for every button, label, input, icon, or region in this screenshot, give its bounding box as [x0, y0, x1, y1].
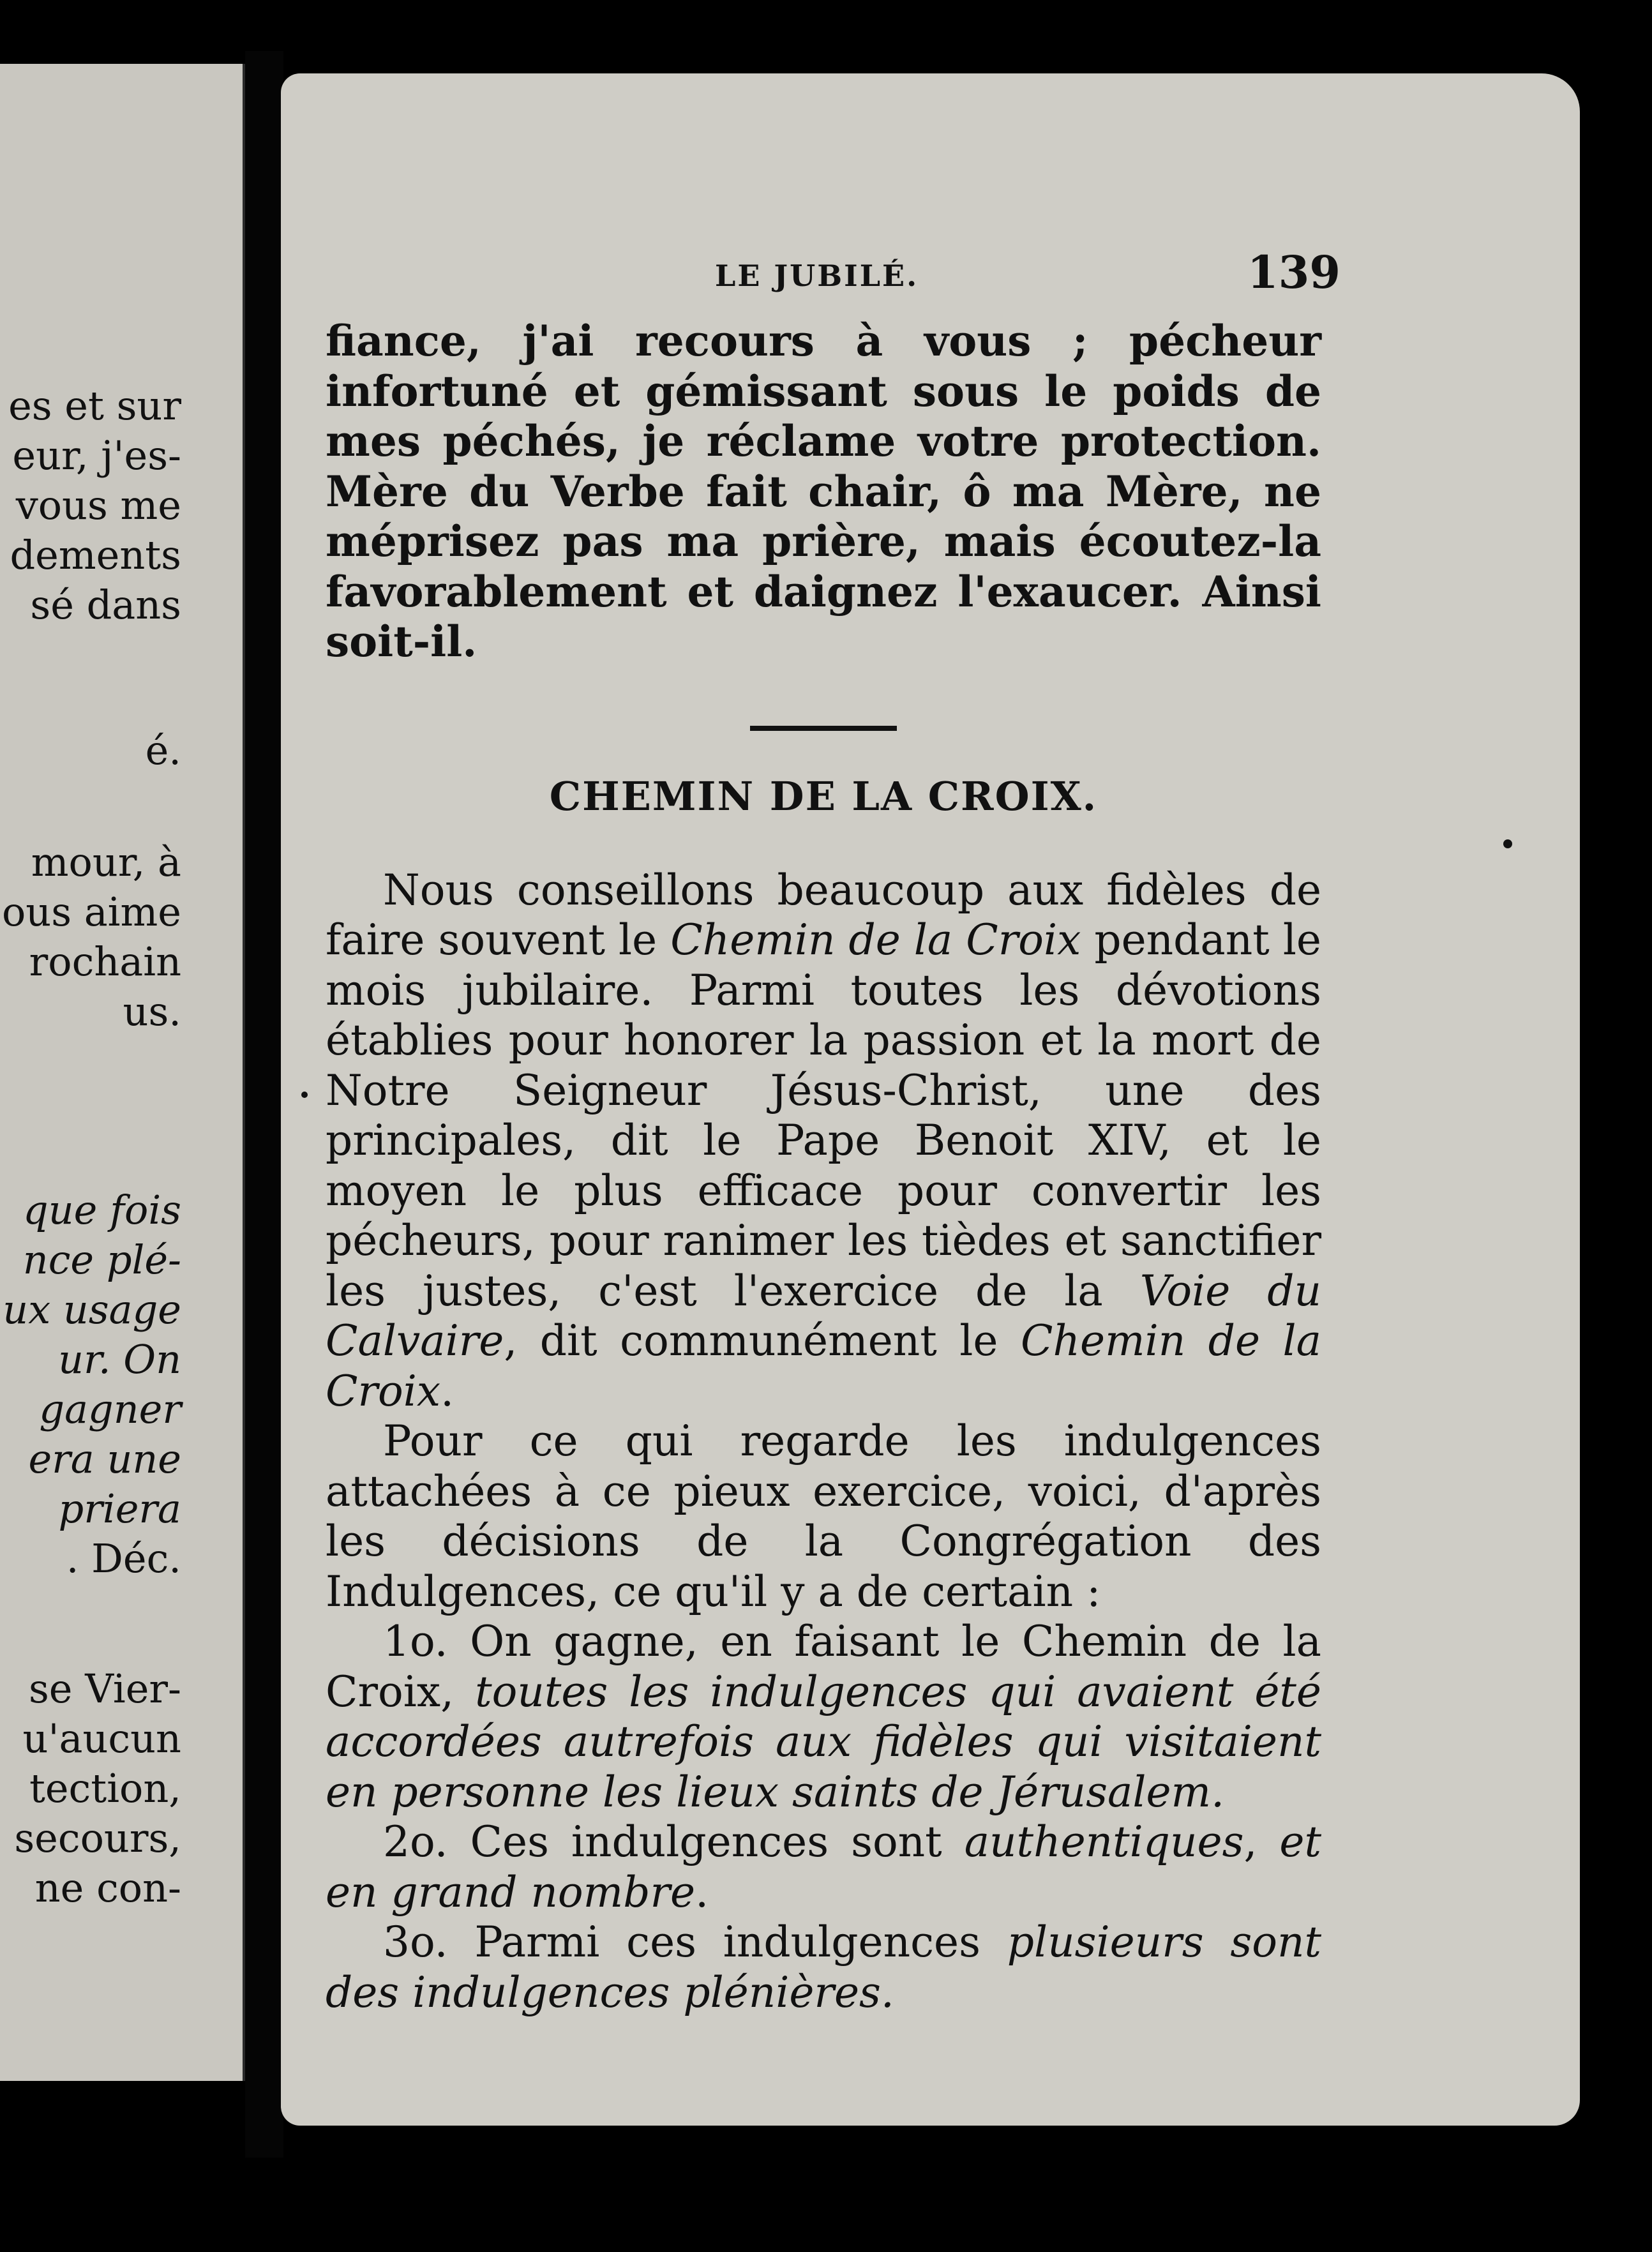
- prayer-text: fiance, j'ai recours à vous ; pécheur infortuné et gémissant sous le poids de mes péchés, je réclame votre protection. Mère du Verbe fait chair, ô ma Mère, ne méprisez pas ma prière, mais écoutez-la favorablement et daignez l'exaucer. Ainsi soit-il.: [326, 316, 1321, 666]
- page-number: 139: [1247, 246, 1340, 299]
- left-page-line: ur. On: [58, 1336, 181, 1383]
- left-page-line: secours,: [14, 1815, 181, 1861]
- left-page-line: gagner: [39, 1386, 181, 1432]
- left-page-line: ux usage: [3, 1286, 181, 1333]
- page-content: [326, 246, 1340, 2018]
- emphasis: Voie du Calvaire: [326, 1266, 1321, 1365]
- text-run: pendant le mois jubilaire. Parmi toutes les dévotions établies pour honorer la passion et la mort de Notre Seigneur Jésus-Christ, une des principales, dit le Pape Benoit XIV, et le moyen le plus efficace pour convertir les pécheurs, pour ranimer les tièdes et sanctifier les justes, c'est l'exercice de la: [326, 915, 1321, 1316]
- ink-speck: [301, 1092, 308, 1098]
- emphasis: plusieurs sont des indulgences plénières.: [326, 1918, 1322, 2017]
- list-item-2: [326, 1817, 1321, 1918]
- left-page-line: eur, j'es-: [12, 432, 181, 479]
- left-page-line: que fois: [23, 1187, 181, 1233]
- left-page-line: us.: [123, 988, 181, 1035]
- emphasis: authentiques: [964, 1817, 1244, 1866]
- section-title: CHEMIN DE LA CROIX.: [549, 772, 1098, 820]
- left-page-line: é.: [145, 727, 181, 774]
- left-page-line: ous aime: [1, 889, 181, 935]
- left-facing-page: [0, 64, 245, 2081]
- left-page-line: vous me: [15, 482, 181, 529]
- left-page-line: sé dans: [30, 582, 181, 628]
- text-run: .: [440, 1366, 454, 1416]
- text-run: Nous conseillons beaucoup aux fidèles de faire souvent le: [326, 865, 1321, 965]
- paragraph-indulgences: Pour ce qui regarde les indulgences attachées à ce pieux exercice, voici, d'après les décisions de la Congrégation des Indulgences, ce qu'il y a de certain :: [326, 1416, 1321, 1616]
- text-run: 2o. Ces indulgences sont: [383, 1817, 965, 1866]
- left-page-line: u'aucun: [22, 1715, 181, 1762]
- emphasis: et en grand nombre: [326, 1817, 1321, 1917]
- left-page-line: nce plé-: [22, 1236, 181, 1283]
- left-page-line: es et sur: [8, 382, 181, 429]
- emphasis: Chemin de la Croix: [326, 1316, 1321, 1416]
- list-item-3: [326, 1918, 1321, 2018]
- page-gutter: [245, 51, 283, 2158]
- left-page-line: dements: [10, 532, 181, 578]
- ink-speck: [1503, 839, 1512, 848]
- text-run: ,: [1243, 1817, 1280, 1866]
- text-run: 1o. On gagne, en faisant le Chemin de la Croix,: [326, 1617, 1321, 1716]
- text-run: .: [695, 1867, 709, 1917]
- left-page-line: era une: [28, 1436, 181, 1482]
- paragraph-intro: [326, 866, 1321, 1417]
- section-divider: [750, 726, 897, 731]
- left-page-line: . Déc.: [66, 1535, 181, 1582]
- running-head: LE JUBILÉ.: [715, 259, 919, 293]
- emphasis: Chemin de la Croix: [670, 915, 1081, 965]
- text-run: 3o. Parmi ces indulgences: [383, 1918, 1007, 1967]
- book-page: [281, 73, 1580, 2126]
- text-run: , dit communément le: [504, 1316, 1021, 1365]
- list-item-1: [326, 1617, 1321, 1817]
- emphasis: toutes les indulgences qui avaient été accordées autrefois aux fidèles qui visitaient en personne les lieux saints de Jérusalem.: [326, 1667, 1321, 1817]
- page-header: [326, 246, 1340, 316]
- left-page-line: ne con-: [34, 1865, 181, 1911]
- left-page-line: mour, à: [31, 839, 181, 885]
- left-page-line: rochain: [29, 938, 181, 985]
- left-page-line: tection,: [29, 1765, 181, 1812]
- left-page-line: se Vier-: [28, 1665, 181, 1712]
- left-page-line: priera: [58, 1485, 181, 1532]
